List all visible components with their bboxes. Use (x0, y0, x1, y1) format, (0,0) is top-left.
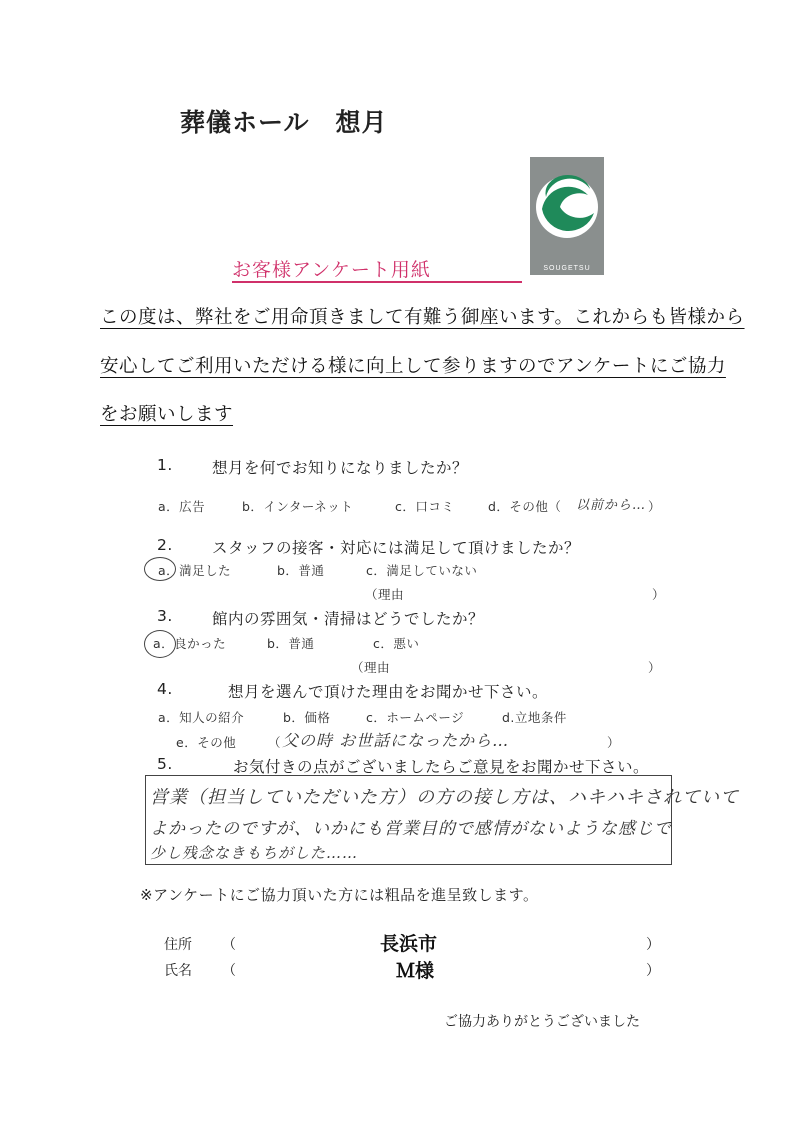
q2-option-c[interactable]: c．満足していない (366, 563, 478, 578)
q1-close-paren: ） (648, 499, 662, 514)
comment-line-2: よかったのですが、いかにも営業目的で感情がないような感じで (150, 819, 672, 839)
intro-line-1: この度は、弊社をご用命頂きまして有難う御座います。これからも皆様から (100, 307, 745, 328)
comment-line-3: 少し残念なきもちがした…… (150, 844, 359, 862)
name-open-paren: （ (222, 963, 236, 979)
q3-option-a[interactable]: a．良かった (153, 636, 227, 651)
address-open-paren: （ (222, 937, 236, 953)
logo-text: SOUGETSU (543, 265, 591, 272)
q1-option-a[interactable]: a．広告 (158, 499, 206, 514)
q1-option-d[interactable]: d．その他（ (488, 499, 562, 514)
q4-other-close: ） (607, 735, 621, 750)
subtitle-underline (232, 281, 522, 283)
q1-number: 1. (157, 456, 173, 474)
q2-reason-close: ） (652, 587, 666, 602)
sougetsu-logo (530, 157, 604, 275)
q4-option-e[interactable]: e．その他 (176, 735, 237, 750)
gift-note: ※アンケートにご協力頂いた方には粗品を進呈致します。 (140, 886, 539, 904)
q2-option-b[interactable]: b．普通 (277, 563, 325, 578)
q1-option-b[interactable]: b．インターネット (242, 499, 354, 514)
page-title: 葬儀ホール 想月 (180, 108, 388, 137)
q4-other-open: （ (268, 735, 282, 750)
intro-line-2: 安心してご利用いただける様に向上して参りますのでアンケートにご協力 (100, 356, 726, 377)
thanks-message: ご協力ありがとうございました (444, 1014, 640, 1030)
intro-line-3: をお願いします (100, 404, 234, 425)
q2-number: 2. (157, 536, 173, 554)
q1-question: 想月を何でお知りになりましたか？ (212, 459, 469, 477)
q5-question: お気付きの点がございましたらご意見をお聞かせ下さい。 (233, 758, 650, 776)
q5-number: 5. (157, 755, 173, 773)
form-subtitle: お客様アンケート用紙 (232, 259, 431, 281)
q4-option-b[interactable]: b．価格 (283, 710, 331, 725)
q2-reason-label: （理由 (365, 587, 405, 602)
q4-question: 想月を選んで頂けた理由をお聞かせ下さい。 (228, 683, 549, 701)
address-close-paren: ） (646, 937, 660, 953)
q4-handwritten-answer: 父の時 お世話になったから… (282, 731, 510, 750)
q3-number: 3. (157, 607, 173, 625)
name-close-paren: ） (646, 963, 660, 979)
q4-number: 4. (157, 680, 173, 698)
address-label: 住所 (164, 937, 192, 953)
q4-option-a[interactable]: a．知人の紹介 (158, 710, 245, 725)
q3-reason-close: ） (648, 660, 662, 675)
q3-question: 館内の雰囲気・清掃はどうでしたか？ (212, 610, 485, 628)
q2-option-a[interactable]: a．満足した (158, 563, 232, 578)
q4-option-d[interactable]: d.立地条件 (502, 710, 567, 725)
q1-handwritten-answer: 以前から… (576, 498, 647, 513)
crescent-moon-icon (530, 157, 604, 261)
address-value[interactable]: 長浜市 (380, 934, 438, 955)
q3-option-c[interactable]: c．悪い (373, 636, 420, 651)
q3-reason-label: （理由 (351, 660, 391, 675)
q1-option-c[interactable]: c．口コミ (395, 499, 455, 514)
q3-option-b[interactable]: b．普通 (267, 636, 315, 651)
q4-option-c[interactable]: c．ホームページ (366, 710, 465, 725)
q2-question: スタッフの接客・対応には満足して頂けましたか？ (212, 539, 581, 557)
comment-line-1: 営業（担当していただいた方）の方の接し方は、ハキハキされていて (150, 787, 739, 808)
name-value[interactable]: Ｍ様 (396, 961, 435, 982)
name-label: 氏名 (164, 963, 192, 979)
